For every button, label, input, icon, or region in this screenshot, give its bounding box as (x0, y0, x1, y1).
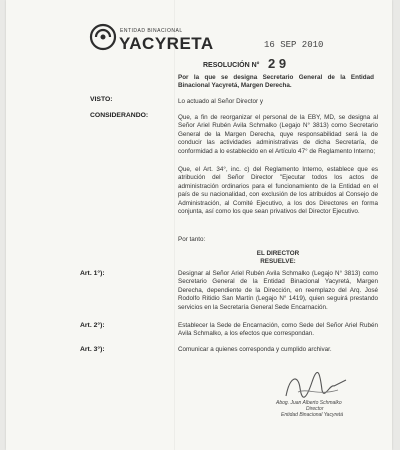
considerando-paragraph-2: Que, el Art. 34°, inc. c) del Reglamento Interno, establece que es atribución del Señor Director "Ejecutar todos los actos de administración ordinarios para el funcionamiento de la Entidad en el país de su nacionalidad, con exclusión de los atribuidos al Consejo de Administración, al Comité Ejecutivo, a los dos Directores en forma conjunta, así como los que sean privativos del Director Ejecutivo. (178, 166, 378, 216)
org-line: ENTIDAD BINACIONAL (120, 28, 183, 34)
article-1-label: Art. 1°): (80, 270, 105, 277)
yacyreta-logo (88, 22, 214, 56)
resuelve-heading: RESUELVE: (260, 258, 296, 265)
article-2-text: Establecer la Sede de Encarnación, como Sede del Señor Ariel Rubén Avila Schmalko, a los efectos que correspondan. (178, 322, 378, 338)
director-heading: EL DIRECTOR (256, 250, 300, 257)
considerando-paragraph-1: Que, a fin de reorganizar el personal de la EBY, MD, se designa al Señor Ariel Rubén Avila Schmalko (Legajo N° 3813) como Secretario General de la Margen Derecha, quye responsabilidad será la de conducir las actividades administrativas de dicha Secretaría, de conformidad a lo establecido en el Artículo 47° de Reglamento Interno; (178, 114, 378, 155)
article-1-text: Designar al Señor Ariel Rubén Avila Schmalko (Legajo N° 3813) como Secretario General de la Entidad Binacional Yacyretá, Margen Derecha, dependiente de la Dirección, en reemplazo del Arq. José Rodolfo Ritidio San Martín (Legajo N° 1419), quien seguirá prestando servicios en la Secretaría General Sede Encarnación. (178, 270, 378, 311)
signatory-org: Entidad Binacional Yacyretá (281, 412, 344, 418)
org-name: YACYRETA (119, 34, 214, 53)
scan-shade (174, 0, 175, 450)
date-stamp: 16 SEP 2010 (264, 40, 324, 50)
resolution-title: Por la que se designa Secretario General de la Entidad Binacional Yacyretá, Margen Derecha. (178, 74, 374, 90)
logo-mark-icon (88, 22, 118, 52)
visto-text: Lo actuado al Señor Director y (178, 98, 264, 105)
por-tanto: Por tanto: (178, 236, 206, 243)
article-2-label: Art. 2°): (80, 322, 105, 329)
visto-label: VISTO: (90, 96, 113, 103)
considerando-label: CONSIDERANDO: (90, 112, 149, 119)
signatory-name: Abog. Juan Alberto Schmalko (276, 400, 342, 406)
document-page (6, 0, 392, 450)
article-3-label: Art. 3°): (80, 346, 105, 353)
article-3-text: Comunicar a quienes corresponda y cumplido archivar. (178, 346, 332, 353)
resolution-label: RESOLUCIÓN N° (203, 62, 260, 69)
signatory-role: Director (306, 406, 324, 412)
resolution-number: 2 9 (268, 56, 287, 71)
